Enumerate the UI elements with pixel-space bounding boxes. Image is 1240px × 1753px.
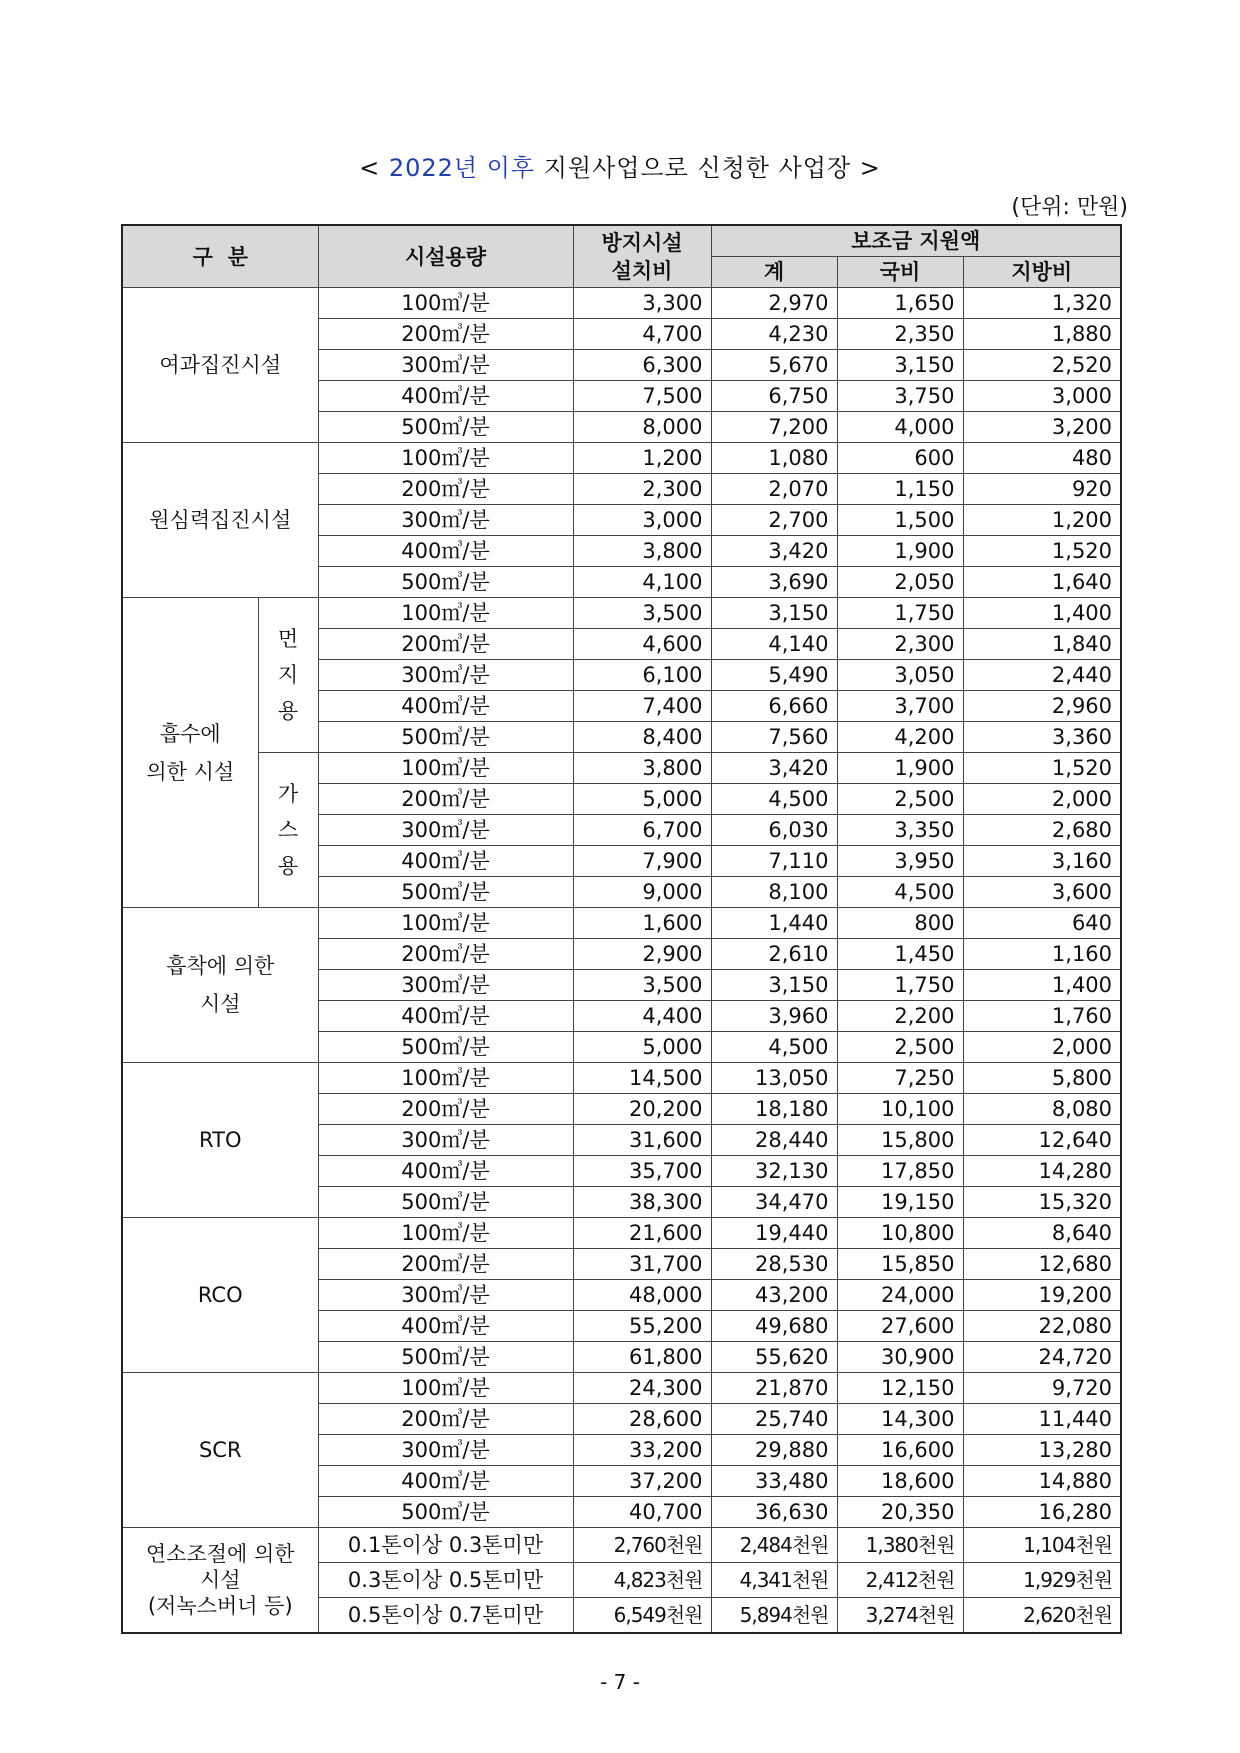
table-row [122,443,1121,474]
capacity-cell: 100㎥/분 [318,443,573,474]
national-cell: 19,150 [837,1187,963,1218]
local-cell: 2,680 [963,815,1121,846]
page-title [0,148,1240,183]
capacity-cell: 500㎥/분 [318,722,573,753]
total-cell: 2,970 [711,288,837,319]
local-cell: 1,400 [963,970,1121,1001]
category-cell: 흡수에 의한 시설 [122,598,258,908]
local-cell: 3,160 [963,846,1121,877]
category-cell: 원심력집진시설 [122,443,318,598]
install-cost-cell: 5,000 [573,1032,711,1063]
total-cell: 7,110 [711,846,837,877]
capacity-cell: 100㎥/분 [318,598,573,629]
national-cell: 12,150 [837,1373,963,1404]
local-cell: 1,520 [963,753,1121,784]
install-cost-cell: 14,500 [573,1063,711,1094]
national-cell: 30,900 [837,1342,963,1373]
table-row [122,1373,1121,1404]
national-cell: 16,600 [837,1435,963,1466]
local-cell: 2,960 [963,691,1121,722]
table-row [122,753,1121,784]
capacity-cell: 200㎥/분 [318,319,573,350]
local-cell: 3,600 [963,877,1121,908]
local-cell: 14,280 [963,1156,1121,1187]
local-cell: 3,000 [963,381,1121,412]
national-cell: 2,200 [837,1001,963,1032]
total-cell: 3,150 [711,598,837,629]
total-cell: 4,140 [711,629,837,660]
category-cell: RCO [122,1218,318,1373]
subcategory-cell: 가 스 용 [258,753,318,908]
table-row [122,288,1121,319]
install-cost-cell: 31,600 [573,1125,711,1156]
capacity-cell: 300㎥/분 [318,350,573,381]
install-cost-cell: 3,800 [573,753,711,784]
install-cost-cell: 7,900 [573,846,711,877]
install-cost-cell: 9,000 [573,877,711,908]
total-cell: 3,960 [711,1001,837,1032]
install-cost-cell: 4,100 [573,567,711,598]
install-cost-cell: 6,549천원 [573,1598,711,1634]
total-cell: 6,030 [711,815,837,846]
total-cell: 33,480 [711,1466,837,1497]
total-cell: 55,620 [711,1342,837,1373]
header-national: 국비 [837,257,963,288]
capacity-cell: 100㎥/분 [318,1373,573,1404]
national-cell: 14,300 [837,1404,963,1435]
capacity-cell: 400㎥/분 [318,1466,573,1497]
national-cell: 7,250 [837,1063,963,1094]
national-cell: 2,500 [837,1032,963,1063]
page-number: - 7 - [600,1670,640,1694]
national-cell: 1,380천원 [837,1528,963,1563]
total-cell: 2,070 [711,474,837,505]
total-cell: 7,200 [711,412,837,443]
national-cell: 1,750 [837,598,963,629]
capacity-cell: 400㎥/분 [318,846,573,877]
local-cell: 8,640 [963,1218,1121,1249]
install-cost-cell: 1,600 [573,908,711,939]
national-cell: 3,274천원 [837,1598,963,1634]
local-cell: 920 [963,474,1121,505]
category-cell: RTO [122,1063,318,1218]
national-cell: 1,900 [837,753,963,784]
national-cell: 3,750 [837,381,963,412]
total-cell: 1,440 [711,908,837,939]
local-cell: 12,640 [963,1125,1121,1156]
local-cell: 2,000 [963,1032,1121,1063]
capacity-cell: 500㎥/분 [318,1032,573,1063]
install-cost-cell: 33,200 [573,1435,711,1466]
subsidy-table [121,224,1122,1634]
local-cell: 1,640 [963,567,1121,598]
install-cost-cell: 1,200 [573,443,711,474]
install-cost-cell: 4,823천원 [573,1563,711,1598]
install-cost-cell: 4,700 [573,319,711,350]
capacity-cell: 300㎥/분 [318,1280,573,1311]
install-cost-cell: 2,300 [573,474,711,505]
capacity-cell: 300㎥/분 [318,1435,573,1466]
capacity-cell: 200㎥/분 [318,784,573,815]
local-cell: 16,280 [963,1497,1121,1528]
capacity-cell: 300㎥/분 [318,815,573,846]
capacity-cell: 400㎥/분 [318,1001,573,1032]
national-cell: 1,650 [837,288,963,319]
local-cell: 13,280 [963,1435,1121,1466]
header-install-cost: 방지시설 설치비 [573,225,711,288]
total-cell: 28,440 [711,1125,837,1156]
total-cell: 2,700 [711,505,837,536]
local-cell: 19,200 [963,1280,1121,1311]
total-cell: 7,560 [711,722,837,753]
capacity-cell: 100㎥/분 [318,908,573,939]
total-cell: 3,690 [711,567,837,598]
subcategory-cell: 먼 지 용 [258,598,318,753]
local-cell: 14,880 [963,1466,1121,1497]
local-cell: 1,104천원 [963,1528,1121,1563]
total-cell: 34,470 [711,1187,837,1218]
capacity-cell: 500㎥/분 [318,1497,573,1528]
national-cell: 1,500 [837,505,963,536]
local-cell: 3,360 [963,722,1121,753]
install-cost-cell: 7,400 [573,691,711,722]
national-cell: 18,600 [837,1466,963,1497]
total-cell: 43,200 [711,1280,837,1311]
table-row [122,908,1121,939]
local-cell: 480 [963,443,1121,474]
local-cell: 3,200 [963,412,1121,443]
capacity-cell: 200㎥/분 [318,474,573,505]
local-cell: 1,400 [963,598,1121,629]
total-cell: 5,490 [711,660,837,691]
national-cell: 1,750 [837,970,963,1001]
install-cost-cell: 20,200 [573,1094,711,1125]
install-cost-cell: 3,000 [573,505,711,536]
install-cost-cell: 6,700 [573,815,711,846]
total-cell: 8,100 [711,877,837,908]
capacity-cell: 200㎥/분 [318,1404,573,1435]
title-prefix: < [359,154,389,182]
capacity-cell: 0.5톤이상 0.7톤미만 [318,1598,573,1634]
total-cell: 1,080 [711,443,837,474]
national-cell: 2,300 [837,629,963,660]
capacity-cell: 500㎥/분 [318,412,573,443]
install-cost-cell: 35,700 [573,1156,711,1187]
local-cell: 1,320 [963,288,1121,319]
local-cell: 640 [963,908,1121,939]
install-cost-cell: 8,400 [573,722,711,753]
category-cell: 연소조절에 의한 시설 (저녹스버너 등) [122,1528,318,1634]
local-cell: 1,160 [963,939,1121,970]
header-total: 계 [711,257,837,288]
capacity-cell: 400㎥/분 [318,691,573,722]
local-cell: 15,320 [963,1187,1121,1218]
install-cost-cell: 3,800 [573,536,711,567]
install-cost-cell: 8,000 [573,412,711,443]
capacity-cell: 200㎥/분 [318,1249,573,1280]
install-cost-cell: 2,760천원 [573,1528,711,1563]
national-cell: 2,412천원 [837,1563,963,1598]
national-cell: 800 [837,908,963,939]
national-cell: 27,600 [837,1311,963,1342]
total-cell: 2,484천원 [711,1528,837,1563]
install-cost-cell: 61,800 [573,1342,711,1373]
local-cell: 24,720 [963,1342,1121,1373]
local-cell: 1,929천원 [963,1563,1121,1598]
capacity-cell: 500㎥/분 [318,877,573,908]
total-cell: 36,630 [711,1497,837,1528]
local-cell: 12,680 [963,1249,1121,1280]
install-cost-cell: 38,300 [573,1187,711,1218]
header-local: 지방비 [963,257,1121,288]
national-cell: 20,350 [837,1497,963,1528]
local-cell: 9,720 [963,1373,1121,1404]
title-year: 2022년 이후 [388,154,536,182]
category-cell: 여과집진시설 [122,288,318,443]
capacity-cell: 500㎥/분 [318,1187,573,1218]
local-cell: 1,880 [963,319,1121,350]
install-cost-cell: 21,600 [573,1218,711,1249]
capacity-cell: 200㎥/분 [318,939,573,970]
national-cell: 1,450 [837,939,963,970]
national-cell: 2,050 [837,567,963,598]
install-cost-cell: 7,500 [573,381,711,412]
total-cell: 29,880 [711,1435,837,1466]
capacity-cell: 300㎥/분 [318,505,573,536]
local-cell: 2,620천원 [963,1598,1121,1634]
local-cell: 1,840 [963,629,1121,660]
total-cell: 13,050 [711,1063,837,1094]
install-cost-cell: 6,100 [573,660,711,691]
national-cell: 1,150 [837,474,963,505]
unit-label: (단위: 만원) [1011,195,1128,220]
total-cell: 4,500 [711,1032,837,1063]
capacity-cell: 0.3톤이상 0.5톤미만 [318,1563,573,1598]
install-cost-cell: 3,500 [573,970,711,1001]
national-cell: 3,050 [837,660,963,691]
install-cost-cell: 4,600 [573,629,711,660]
national-cell: 1,900 [837,536,963,567]
total-cell: 28,530 [711,1249,837,1280]
national-cell: 15,850 [837,1249,963,1280]
total-cell: 25,740 [711,1404,837,1435]
table-row [122,1063,1121,1094]
header-gubun: 구 분 [122,225,318,288]
local-cell: 5,800 [963,1063,1121,1094]
capacity-cell: 300㎥/분 [318,1125,573,1156]
install-cost-cell: 55,200 [573,1311,711,1342]
install-cost-cell: 24,300 [573,1373,711,1404]
total-cell: 5,670 [711,350,837,381]
install-cost-cell: 2,900 [573,939,711,970]
capacity-cell: 500㎥/분 [318,567,573,598]
national-cell: 2,500 [837,784,963,815]
local-cell: 2,520 [963,350,1121,381]
national-cell: 3,150 [837,350,963,381]
capacity-cell: 300㎥/분 [318,660,573,691]
local-cell: 11,440 [963,1404,1121,1435]
capacity-cell: 200㎥/분 [318,629,573,660]
table-row [122,1218,1121,1249]
total-cell: 4,500 [711,784,837,815]
local-cell: 22,080 [963,1311,1121,1342]
local-cell: 1,200 [963,505,1121,536]
table-row [122,598,1121,629]
local-cell: 2,000 [963,784,1121,815]
national-cell: 3,350 [837,815,963,846]
total-cell: 3,150 [711,970,837,1001]
install-cost-cell: 40,700 [573,1497,711,1528]
national-cell: 4,000 [837,412,963,443]
total-cell: 6,750 [711,381,837,412]
national-cell: 24,000 [837,1280,963,1311]
install-cost-cell: 4,400 [573,1001,711,1032]
national-cell: 2,350 [837,319,963,350]
national-cell: 3,700 [837,691,963,722]
total-cell: 32,130 [711,1156,837,1187]
total-cell: 4,341천원 [711,1563,837,1598]
capacity-cell: 500㎥/분 [318,1342,573,1373]
national-cell: 600 [837,443,963,474]
capacity-cell: 400㎥/분 [318,1156,573,1187]
national-cell: 4,500 [837,877,963,908]
total-cell: 21,870 [711,1373,837,1404]
capacity-cell: 300㎥/분 [318,970,573,1001]
capacity-cell: 100㎥/분 [318,288,573,319]
total-cell: 6,660 [711,691,837,722]
capacity-cell: 100㎥/분 [318,753,573,784]
title-rest: 지원사업으로 신청한 사업장 > [535,154,881,182]
header-subsidy: 보조금 지원액 [711,225,1121,257]
install-cost-cell: 48,000 [573,1280,711,1311]
capacity-cell: 100㎥/분 [318,1063,573,1094]
local-cell: 8,080 [963,1094,1121,1125]
national-cell: 4,200 [837,722,963,753]
install-cost-cell: 5,000 [573,784,711,815]
total-cell: 49,680 [711,1311,837,1342]
capacity-cell: 400㎥/분 [318,1311,573,1342]
category-cell: 흡착에 의한 시설 [122,908,318,1063]
capacity-cell: 0.1톤이상 0.3톤미만 [318,1528,573,1563]
total-cell: 2,610 [711,939,837,970]
category-cell: SCR [122,1373,318,1528]
install-cost-cell: 6,300 [573,350,711,381]
total-cell: 5,894천원 [711,1598,837,1634]
local-cell: 1,760 [963,1001,1121,1032]
total-cell: 18,180 [711,1094,837,1125]
local-cell: 1,520 [963,536,1121,567]
local-cell: 2,440 [963,660,1121,691]
total-cell: 3,420 [711,753,837,784]
table-row [122,1528,1121,1563]
national-cell: 10,800 [837,1218,963,1249]
national-cell: 10,100 [837,1094,963,1125]
capacity-cell: 100㎥/분 [318,1218,573,1249]
header-capacity: 시설용량 [318,225,573,288]
install-cost-cell: 37,200 [573,1466,711,1497]
national-cell: 15,800 [837,1125,963,1156]
install-cost-cell: 31,700 [573,1249,711,1280]
total-cell: 4,230 [711,319,837,350]
capacity-cell: 400㎥/분 [318,381,573,412]
capacity-cell: 400㎥/분 [318,536,573,567]
total-cell: 3,420 [711,536,837,567]
capacity-cell: 200㎥/분 [318,1094,573,1125]
install-cost-cell: 28,600 [573,1404,711,1435]
national-cell: 17,850 [837,1156,963,1187]
total-cell: 19,440 [711,1218,837,1249]
install-cost-cell: 3,300 [573,288,711,319]
install-cost-cell: 3,500 [573,598,711,629]
national-cell: 3,950 [837,846,963,877]
